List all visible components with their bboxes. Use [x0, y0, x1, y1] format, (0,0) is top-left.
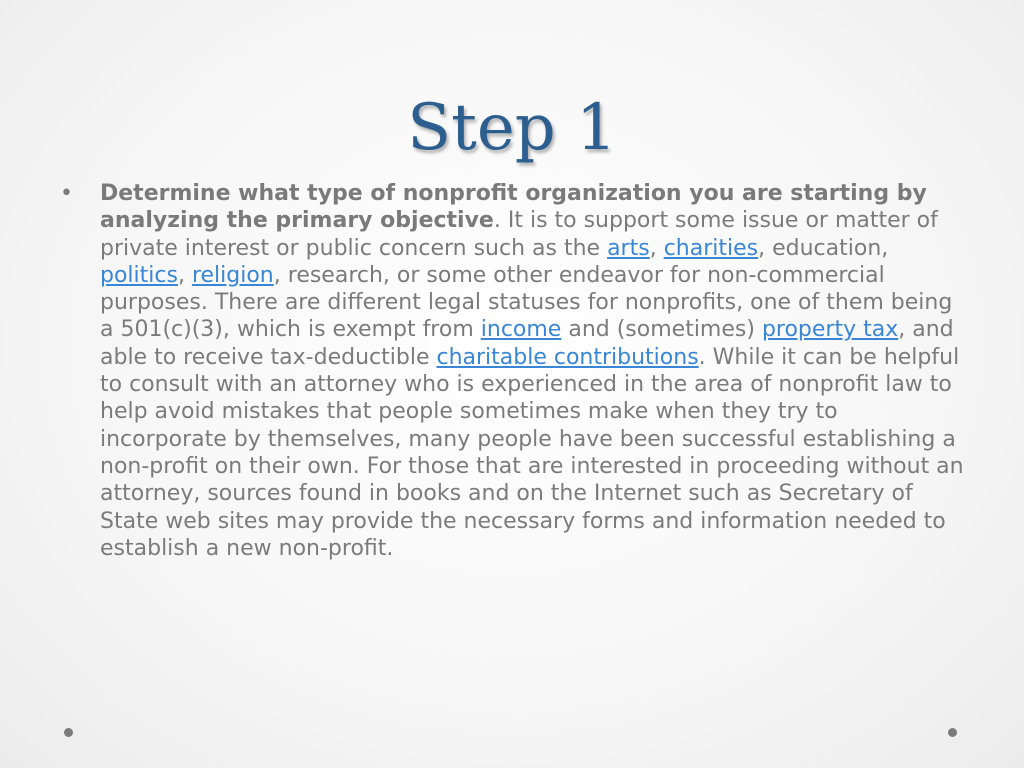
bold-lead-text: Determine what type of nonprofit organization you are starting by analyzing the primary objective: [100, 181, 927, 234]
body-text-segment: , research, or some other endeavor for non-commercial purposes. There are different legal statuses for nonprofits, one of them being a 501(c)(3), which is exempt from: [100, 262, 953, 343]
body-text-segment: ,: [649, 235, 664, 261]
bullet-marker: •: [60, 181, 73, 206]
bullet-paragraph: [100, 180, 965, 562]
link-income[interactable]: income: [480, 317, 562, 343]
body-text-segment: and (sometimes): [561, 317, 762, 343]
body-text-segment: , education,: [758, 235, 889, 261]
link-property-tax[interactable]: property tax: [761, 317, 899, 343]
body-text-segment: , and able to receive tax-deductible: [100, 317, 954, 370]
body-text-segment: . While it can be helpful to consult with an attorney who is experienced in the area of nonprofit law to help avoid mistakes that people sometimes make when they try to incorporate by themselves, many people have been successful establishing a non-profit on their own. For those that are interested in proceeding without an attorney, sources found in books and on the Internet such as Secretary of State web sites may provide the necessary forms and information needed to establish a new non-profit.: [100, 344, 964, 561]
decorative-dot-bottom-right: [948, 728, 957, 737]
link-arts[interactable]: arts: [607, 235, 650, 261]
link-religion[interactable]: religion: [191, 262, 274, 288]
body-text-segment: . It is to support some issue or matter of private interest or public concern such as the: [100, 208, 938, 261]
decorative-dot-bottom-left: [64, 728, 73, 737]
link-politics[interactable]: politics: [100, 262, 178, 288]
link-charitable-contributions[interactable]: charitable contributions: [436, 344, 699, 370]
link-charities[interactable]: charities: [663, 235, 759, 261]
body-text-segment: ,: [177, 262, 192, 288]
slide-title: Step 1: [407, 91, 617, 165]
